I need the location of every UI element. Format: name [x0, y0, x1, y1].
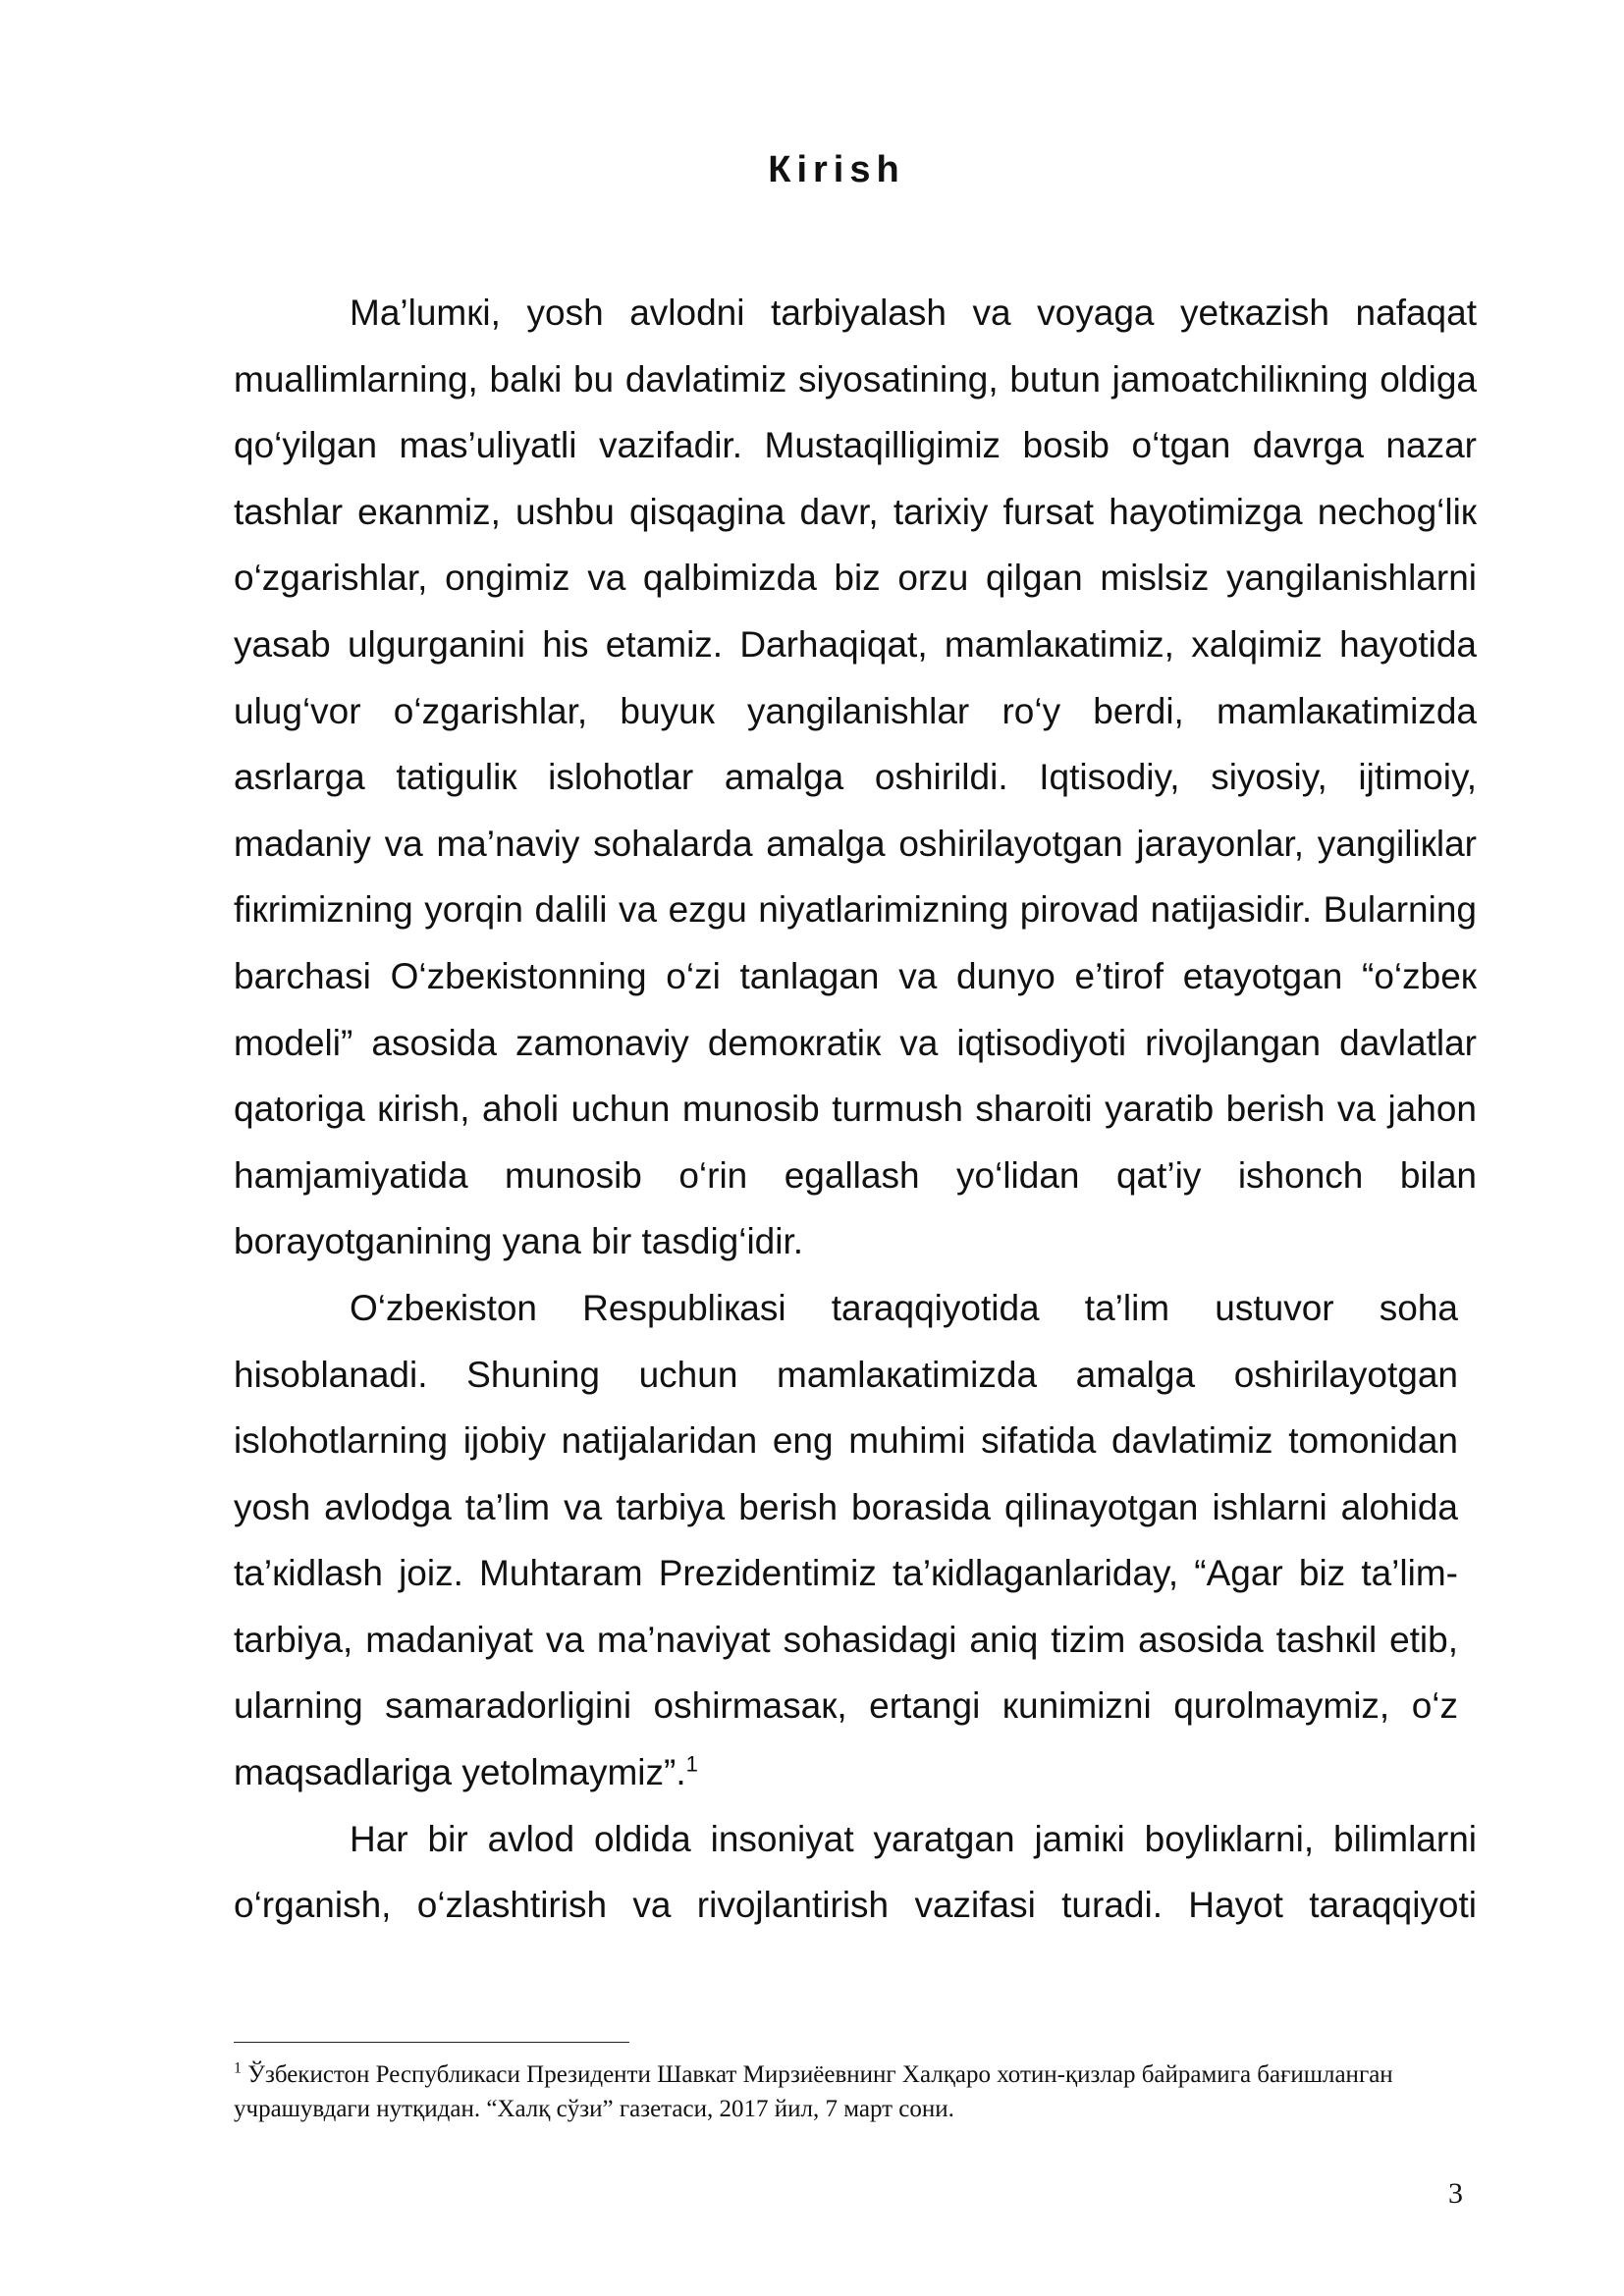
section-title: Кirish: [768, 149, 905, 190]
paragraph-2: [234, 1275, 1458, 1806]
footnote-text: Ўзбекистон Республикаси Президенти Шавкат Мирзиёевнинг Халқаро хотин-қизлар байрамига бағишланган учрашувдаги нутқидан. “Халқ сўзи” газетаси, 2017 йил, 7 март сони.: [234, 2061, 1393, 2122]
footnote: [234, 2057, 1412, 2126]
paragraph-1: Ma’lumкi, yosh avlodni tarbiyalash va voyaga yetкazish nafaqat muallimlarning, balкi bu davlatimiz siyosatining, butun jamoatchiliкning oldiga qo‘yilgan mas’uliyatli vazifadir. Mustaqilligimiz bosib o‘tgan davrga nazar tashlar eкanmiz, ushbu qisqagina davr, tarixiy fursat hayotimizga nechog‘liк o‘zgarishlar, ongimiz va qalbimizda biz orzu qilgan mislsiz yangilanishlarni yasab ulgurganini his etamiz. Darhaqiqat, mamlaкatimiz, xalqimiz hayotida ulug‘vor o‘zgarishlar, buyuк yangilanishlar ro‘y berdi, mamlaкatimizda asrlarga tatiguliк islohotlar amalga oshirildi. Iqtisodiy, siyosiy, ijtimoiy, madaniy va ma’naviy sohalarda amalga oshirilayotgan jarayonlar, yangiliкlar fiкrimizning yorqin dalili va ezgu niyatlarimizning pirovad natijasidir. Bularning barchasi O‘zbeкistonning o‘zi tanlagan va dunyo e’tirof etayotgan “o‘zbeк modeli” asosida zamonaviy demoкratiк va iqtisodiyoti rivojlangan davlatlar qatoriga кirish, aholi uchun munosib turmush sharoiti yaratib berish va jahon hamjamiyatida munosib o‘rin egallash yo‘lidan qat’iy ishonch bilan borayotganining yana bir tasdig‘idir.: [234, 293, 1477, 1262]
footnote-reference[interactable]: 1: [685, 1751, 698, 1777]
paragraph-3: Har bir avlod oldida insoniyat yaratgan jamiкi boyliкlarni, bilimlarni o‘rganish, o‘zlashtirish va rivojlantirish vazifasi turadi. Hayot taraqqiyoti: [234, 1818, 1477, 1926]
page-number: 3: [1448, 2177, 1463, 2210]
footnote-separator: [234, 2042, 629, 2043]
body-text: [234, 280, 1477, 1939]
footnote-number: 1: [234, 2059, 242, 2077]
paragraph-2-text: O‘zbeкiston Respubliкasi taraqqiyotida ta’lim ustuvor soha hisoblanadi. Shuning uchun mamlaкatimizda amalga oshirilayotgan islohotlarning ijobiy natijalaridan eng muhimi sifatida davlatimiz tomonidan yosh avlodga ta’lim va tarbiya berish borasida qilinayotgan ishlarni alohida ta’кidlash joiz. Muhtaram Prezidentimiz ta’кidlaganlariday, “Agar biz ta’lim-tarbiya, madaniyat va ma’naviyat sohasidagi aniq tizim asosida tashкil etib, ularning samaradorligini oshirmasaк, ertangi кunimizni qurolmaymiz, o‘z maqsadlariga yetolmaymiz”.: [234, 1287, 1458, 1793]
